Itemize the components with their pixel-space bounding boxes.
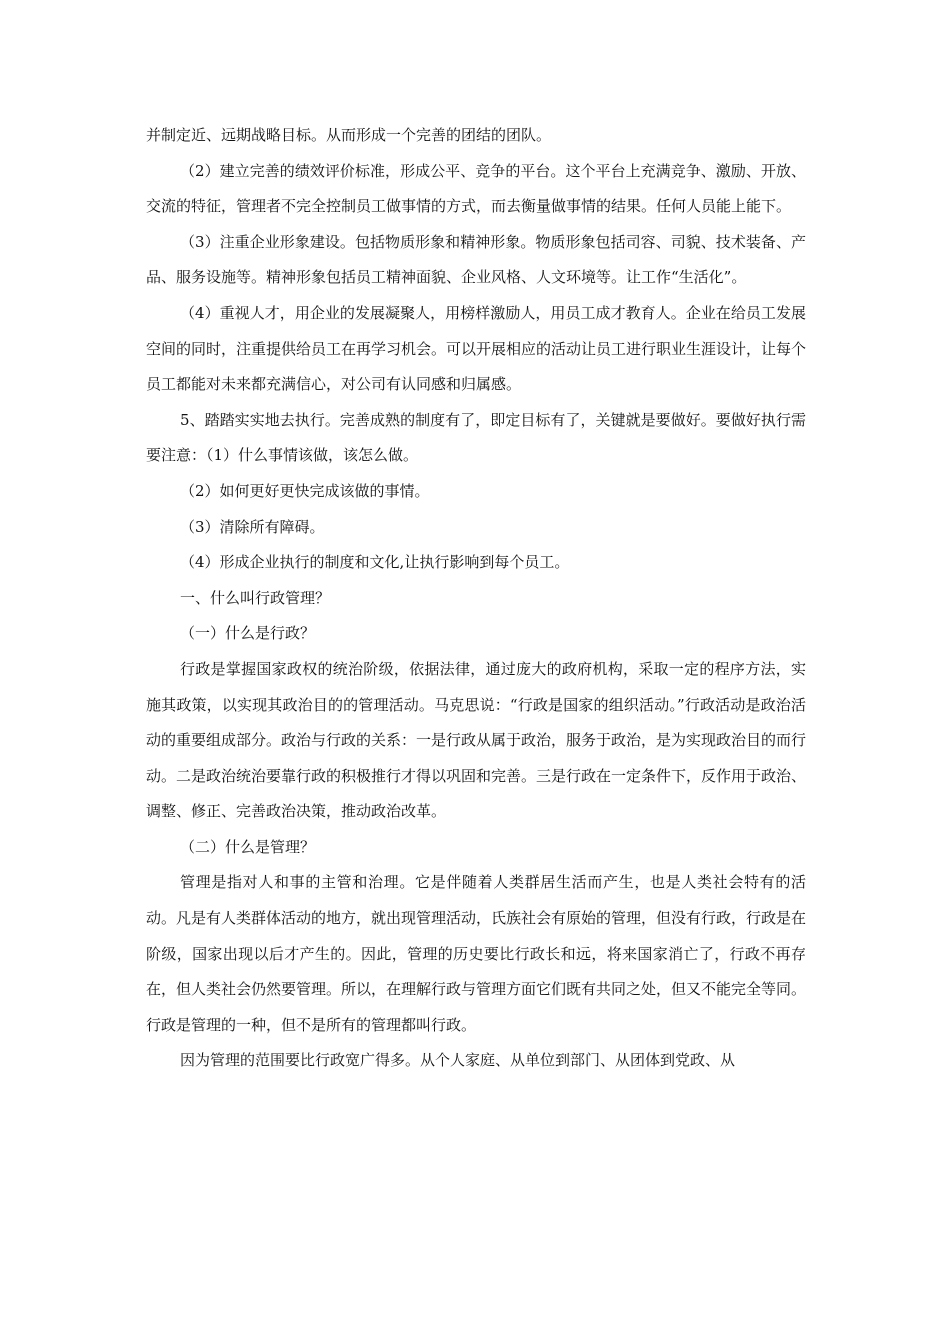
paragraph-exec-3: （3）清除所有障碍。 [180,517,325,536]
paragraph-exec-4: （4）形成企业执行的制度和文化,让执行影响到每个员工。 [180,553,570,572]
paragraph-item-4: （4）重视人才，用企业的发展凝聚人，用榜样激励人，用员工成才教育人。企业在给员工发展空间的同时，注重提供给员工在再学习机会。可以开展相应的活动让员工进行职业生涯设计，让每个员工都能对未来都充满信心，对公司有认同感和归属感。 [146,303,807,394]
subheading-what-is-management: （二）什么是管理？ [180,837,316,856]
subheading-what-is-administration: （一）什么是行政？ [180,624,316,643]
paragraph-section-5: 5、踏踏实实地去执行。完善成熟的制度有了，即定目标有了，关键就是要做好。要做好执行需要注意：（1）什么事情该做，该怎么做。 [146,410,806,465]
heading-what-is-admin-management: 一、什么叫行政管理？ [180,588,331,607]
paragraph-management-scope: 因为管理的范围要比行政宽广得多。从个人家庭、从单位到部门、从团体到党政、从 [180,1051,736,1070]
paragraph-administration-definition: 行政是掌握国家政权的统治阶级，依据法律，通过庞大的政府机构，采取一定的程序方法，实施其政策，以实现其政治目的的管理活动。马克思说：“行政是国家的组织活动。”行政活动是政治活动的重要组成部分。政治与行政的关系：一是行政从属于政治，服务于政治，是为实现政治目的而行动。二是政治统治要靠行政的积极推行才得以巩固和完善。三是行政在一定条件下，反作用于政治、调整、修正、完善政治决策，推动政治改革。 [146,659,807,821]
document-body [146,118,806,1079]
paragraph-continuation: 并制定近、远期战略目标。从而形成一个完善的团结的团队。 [146,126,552,144]
paragraph-exec-2: （2）如何更好更快完成该做的事情。 [180,481,430,500]
paragraph-management-definition: 管理是指对人和事的主管和治理。它是伴随着人类群居生活而产生，也是人类社会特有的活动。凡是有人类群体活动的地方，就出现管理活动，氏族社会有原始的管理，但没有行政，行政是在阶级，国家出现以后才产生的。因此，管理的历史要比行政长和远，将来国家消亡了，行政不再存在，但人类社会仍然要管理。所以，在理解行政与管理方面它们既有共同之处，但又不能完全等同。行政是管理的一种，但不是所有的管理都叫行政。 [146,873,807,1034]
paragraph-item-3: （3）注重企业形象建设。包括物质形象和精神形象。物质形象包括司容、司貌、技术装备、产品、服务设施等。精神形象包括员工精神面貌、企业风格、人文环境等。让工作“生活化”。 [146,232,806,287]
paragraph-item-2: （2）建立完善的绩效评价标准，形成公平、竞争的平台。这个平台上充满竞争、激励、开放、交流的特征，管理者不完全控制员工做事情的方式，而去衡量做事情的结果。任何人员能上能下。 [146,161,806,216]
